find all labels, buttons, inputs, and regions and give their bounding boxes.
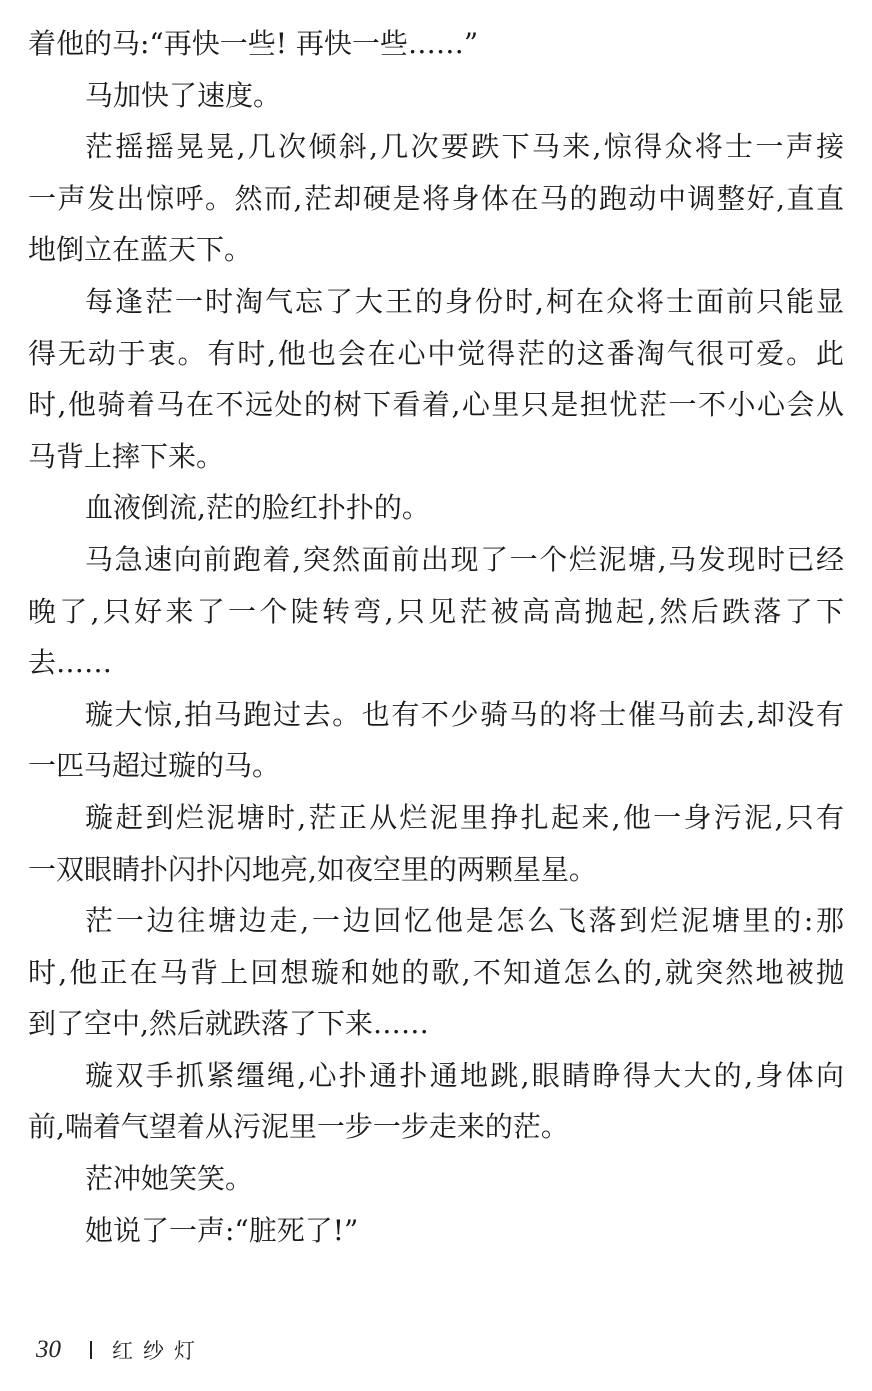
paragraph-first-line: 茫一边往塘边走,一边回忆他是怎么飞落到烂泥塘里的:那 [85,904,844,938]
paragraph-first-line: 马加快了速度。 [85,78,282,112]
text-line: 马背上摔下来。 [28,439,225,473]
text-line: 时,他骑着马在不远处的树下看着,心里只是担忧茫一不小心会从 [28,388,844,422]
text-line: 得无动于衷。有时,他也会在心中觉得茫的这番淘气很可爱。此 [28,336,844,370]
text-line: 前,喘着气望着从污泥里一步一步走来的茫。 [28,1110,569,1144]
page-number: 30 [36,1336,61,1363]
text-line: 一双眼睛扑闪扑闪地亮,如夜空里的两颗星星。 [28,852,597,886]
text-line: 着他的马:“再快一些! 再快一些……” [28,27,479,60]
paragraph-first-line: 马急速向前跑着,突然面前出现了一个烂泥塘,马发现时已经 [85,542,844,576]
footer-divider [90,1341,92,1359]
paragraph-first-line: 茫摇摇晃晃,几次倾斜,几次要跌下马来,惊得众将士一声接 [85,130,844,164]
text-line: 时,他正在马背上回想璇和她的歌,不知道怎么的,就突然地被抛 [28,955,844,989]
text-line: 地倒立在蓝天下。 [28,233,253,267]
text-line: 晚了,只好来了一个陡转弯,只见茫被高高抛起,然后跌落了下 [28,594,844,628]
text-line: 一声发出惊呼。然而,茫却硬是将身体在马的跑动中调整好,直直 [28,181,844,215]
text-line: 到了空中,然后就跌落了下来…… [28,1007,429,1041]
paragraph-first-line: 血液倒流,茫的脸红扑扑的。 [85,491,430,525]
paragraph-first-line: 她说了一声:“脏死了!” [85,1213,359,1247]
paragraph-first-line: 璇赶到烂泥塘时,茫正从烂泥里挣扎起来,他一身污泥,只有 [85,800,844,834]
paragraph-first-line: 璇大惊,拍马跑过去。也有不少骑马的将士催马前去,却没有 [85,697,844,731]
page-body [28,18,844,1256]
paragraph-first-line: 每逢茫一时淘气忘了大王的身份时,柯在众将士面前只能显 [85,284,844,318]
book-title: 红纱灯 [112,1339,205,1363]
text-line: 一匹马超过璇的马。 [28,749,281,783]
page-footer [36,1334,205,1366]
paragraph-first-line: 茫冲她笑笑。 [85,1162,254,1196]
paragraph-first-line: 璇双手抓紧缰绳,心扑通扑通地跳,眼睛睁得大大的,身体向 [85,1058,844,1092]
text-line: 去…… [28,646,113,680]
